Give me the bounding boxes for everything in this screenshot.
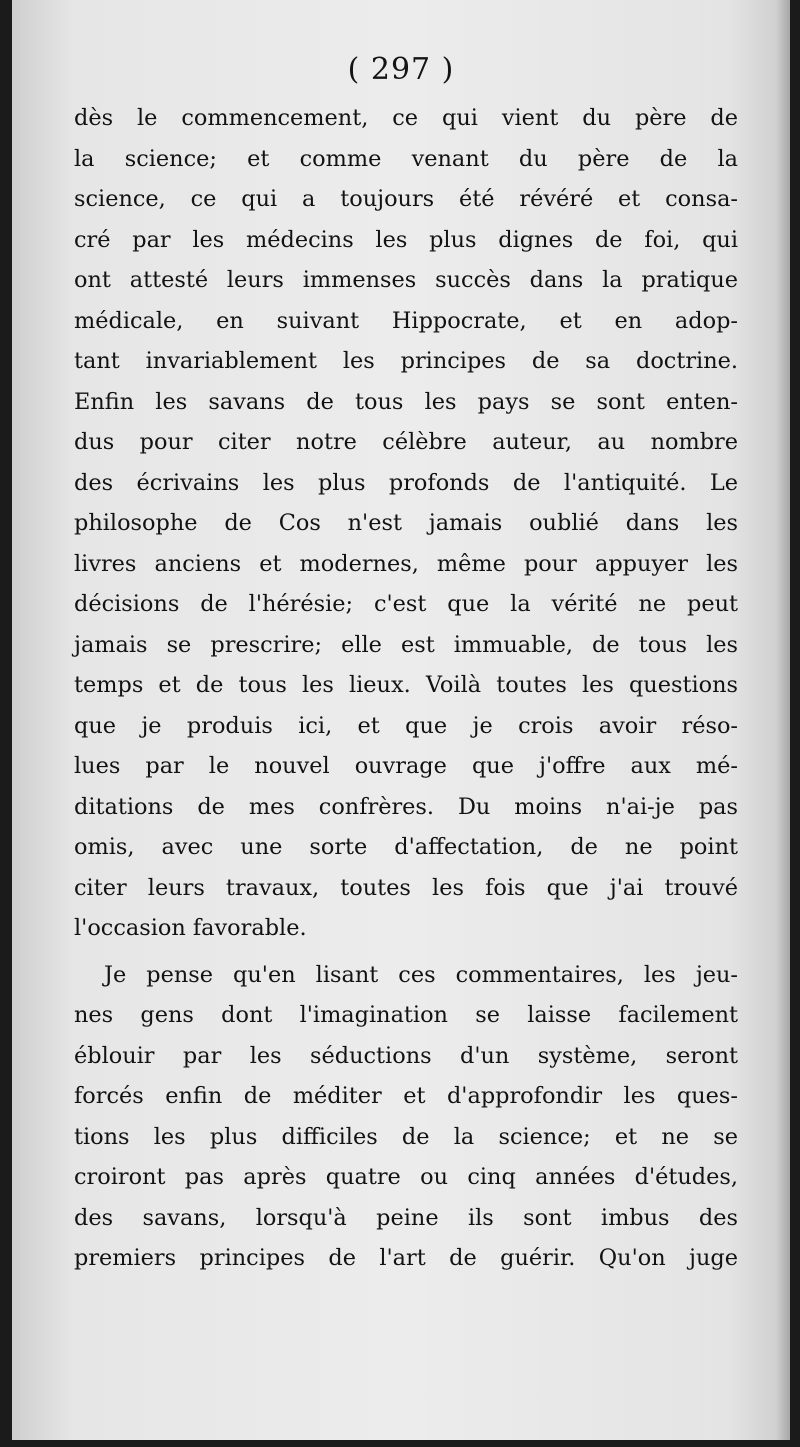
text-line: ont attesté leurs immenses succès dans la pratique: [74, 267, 738, 293]
paragraph-1: [74, 98, 738, 949]
text-line: citer leurs travaux, toutes les fois que j'ai trouvé: [74, 874, 738, 901]
text-line: premiers principes de l'art de guérir. Qu'on juge: [74, 1245, 738, 1271]
text-line: dus pour citer notre célèbre auteur, au nombre: [74, 429, 738, 455]
text-line: des écrivains les plus profonds de l'antiquité. Le: [74, 469, 738, 496]
text-line: la science; et comme venant du père de la: [74, 145, 738, 172]
text-line: temps et de tous les lieux. Voilà toutes les questions: [74, 672, 738, 698]
text-line: omis, avec une sorte d'affectation, de ne point: [74, 834, 738, 860]
text-line: que je produis ici, et que je crois avoir réso-: [74, 712, 738, 739]
text-line: tions les plus difficiles de la science; et ne se: [74, 1123, 738, 1150]
text-line: lues par le nouvel ouvrage que j'offre aux mé-: [74, 753, 738, 779]
text-line: l'occasion favorable.: [74, 915, 307, 941]
text-line: Je pense qu'en lisant ces commentaires, les jeu-: [104, 961, 738, 988]
text-line: jamais se prescrire; elle est immuable, de tous les: [74, 631, 738, 658]
text-line: livres anciens et modernes, même pour appuyer les: [74, 550, 738, 577]
text-line: médicale, en suivant Hippocrate, et en adop-: [74, 307, 738, 334]
text-line: des savans, lorsqu'à peine ils sont imbus des: [74, 1204, 738, 1231]
book-page: [12, 0, 790, 1440]
text-line: Enfin les savans de tous les pays se sont enten-: [74, 388, 738, 415]
text-line: tant invariablement les principes de sa doctrine.: [74, 348, 738, 374]
text-line: forcés enfin de méditer et d'approfondir les ques-: [74, 1083, 738, 1109]
text-line: décisions de l'hérésie; c'est que la vérité ne peut: [74, 591, 738, 617]
page-edge-shadow: [776, 0, 790, 1440]
text-line: nes gens dont l'imagination se laisse facilement: [74, 1002, 738, 1028]
text-line: cré par les médecins les plus dignes de foi, qui: [74, 226, 738, 253]
text-line: croiront pas après quatre ou cinq années d'études,: [74, 1164, 738, 1190]
page-number: ( 297 ): [347, 52, 455, 87]
text-line: dès le commencement, ce qui vient du père de: [74, 105, 738, 131]
text-line: éblouir par les séductions d'un système, seront: [74, 1042, 738, 1069]
paragraph-2: [74, 955, 738, 1279]
body-text: [74, 98, 738, 1279]
text-line: ditations de mes confrères. Du moins n'ai-je pas: [74, 793, 738, 820]
text-line: philosophe de Cos n'est jamais oublié dans les: [74, 510, 738, 536]
text-line: science, ce qui a toujours été révéré et consa-: [74, 186, 738, 212]
